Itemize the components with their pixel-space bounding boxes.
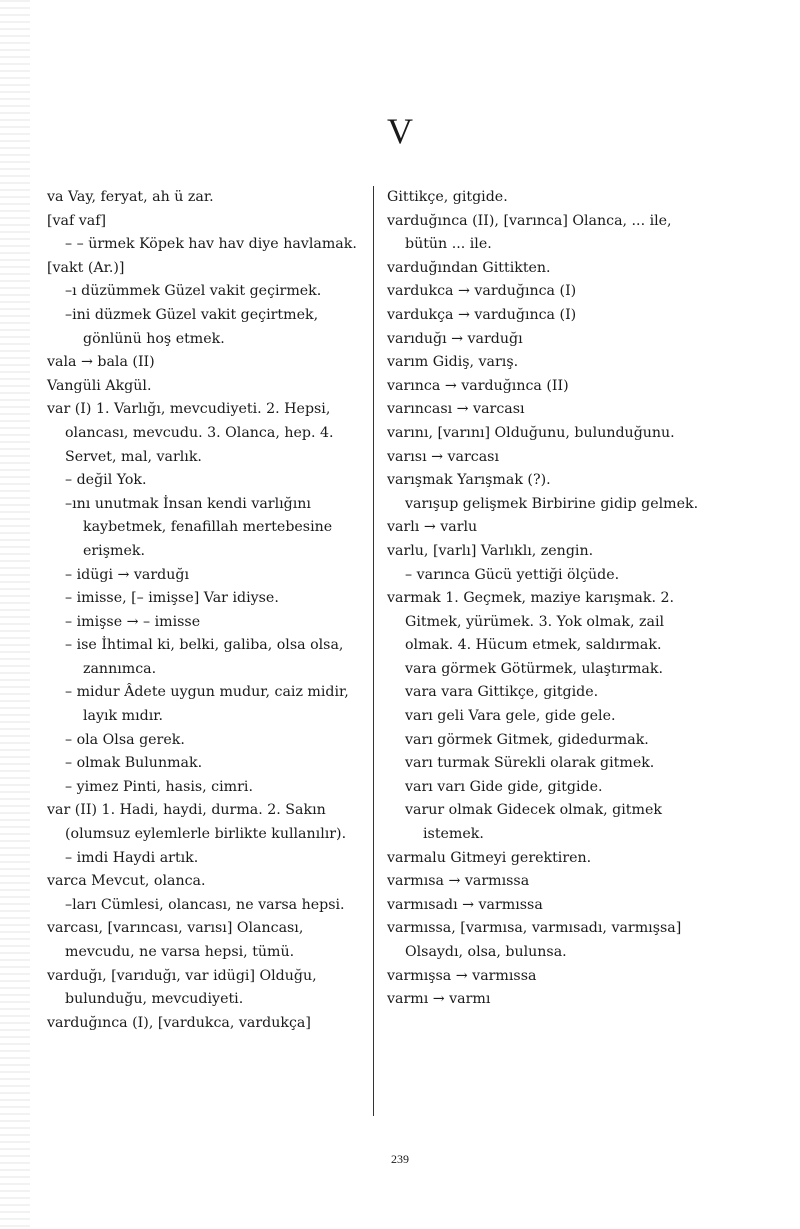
dictionary-entry: varınca → varduğınca (II) [387, 377, 569, 394]
dictionary-entry: [vakt (Ar.)] [47, 259, 125, 276]
dictionary-subentry: – değil Yok. [65, 472, 147, 489]
dictionary-subentry: varı görmek Gitmek, gidedurmak. [405, 731, 649, 748]
dictionary-entry: va Vay, feryat, ah ü zar. [47, 189, 214, 205]
left-column [47, 186, 363, 1035]
dictionary-entry: varduğınca (I), [vardukca, vardukça] [47, 1014, 311, 1031]
dictionary-entry: varmıssa, [varmısa, varmısadı, varmışsa] Olsaydı, olsa, bulunsa. [387, 920, 682, 960]
dictionary-entry: varıncası → varcası [387, 401, 525, 418]
dictionary-entry: varım Gidiş, varış. [387, 354, 519, 371]
section-letter-heading: V [387, 111, 413, 151]
dictionary-entry: var (I) 1. Varlığı, mevcudiyeti. 2. Hepsi, olancası, mevcudu. 3. Olanca, hep. 4. Servet, mal, varlık. [47, 401, 334, 465]
dictionary-entry: varısı → varcası [387, 448, 499, 465]
dictionary-subentry: – ise İhtimal ki, belki, galiba, olsa olsa, zannımca. [65, 637, 344, 677]
dictionary-entry: varmak 1. Geçmek, maziye karışmak. 2. Gitmek, yürümek. 3. Yok olmak, zail olmak. 4. Hücum etmek, saldırmak. [387, 590, 675, 654]
dictionary-entry: var (II) 1. Hadi, haydi, durma. 2. Sakın (olumsuz eylemlerle birlikte kullanılır). [47, 802, 347, 843]
dictionary-entry: varını, [varını] Olduğunu, bulunduğunu. [387, 424, 675, 441]
column-divider [373, 186, 374, 1116]
dictionary-entry: varmısadı → varmıssa [387, 896, 543, 913]
dictionary-entry: Vangüli Akgül. [47, 377, 152, 394]
dictionary-entry: varduğınca (II), [varınca] Olanca, ... ile, bütün ... ile. [387, 212, 672, 253]
dictionary-subentry: –ları Cümlesi, olancası, ne varsa hepsi. [65, 896, 345, 913]
dictionary-subentry: – ola Olsa gerek. [65, 731, 185, 748]
page-number: 239 [391, 1152, 409, 1166]
dictionary-entry: varlu, [varlı] Varlıklı, zengin. [387, 542, 594, 559]
dictionary-entry: vardukca → varduğınca (I) [387, 283, 577, 300]
dictionary-entry: varmı → varmı [387, 991, 491, 1008]
page-edge-shadow [0, 0, 30, 1229]
dictionary-entry: varca Mevcut, olanca. [47, 873, 206, 890]
dictionary-entry: varmışsa → varmıssa [387, 967, 537, 984]
dictionary-entry: vardukça → varduğınca (I) [387, 306, 577, 323]
dictionary-subentry: – midur Âdete uygun mudur, caiz midir, layık mıdır. [65, 684, 349, 725]
dictionary-subentry: –ı düzümmek Güzel vakit geçirmek. [65, 283, 322, 300]
dictionary-entry: varıduğı → varduğı [387, 330, 523, 347]
dictionary-subentry: varı geli Vara gele, gide gele. [405, 708, 616, 725]
dictionary-subentry: –ını unutmak İnsan kendi varlığını kaybetmek, fenafillah mertebesine erişmek. [65, 495, 333, 559]
dictionary-subentry: – imisse, [– imişse] Var idiyse. [65, 590, 279, 607]
dictionary-subentry: – varınca Gücü yettiği ölçüde. [405, 566, 620, 583]
dictionary-entry: [vaf vaf] [47, 212, 107, 229]
dictionary-entry: varcası, [varıncası, varısı] Olancası, mevcudu, ne varsa hepsi, tümü. [47, 920, 304, 960]
dictionary-entry: varmalu Gitmeyi gerektiren. [387, 849, 592, 866]
dictionary-entry: varlı → varlu [387, 519, 478, 536]
dictionary-subentry: varı varı Gide gide, gitgide. [405, 778, 603, 795]
dictionary-subentry: vara görmek Götürmek, ulaştırmak. [405, 660, 664, 677]
dictionary-subentry: varur olmak Gidecek olmak, gitmek istemek. [405, 802, 662, 843]
dictionary-subentry: – imdi Haydi artık. [65, 849, 199, 866]
dictionary-entry: varışmak Yarışmak (?). [387, 472, 551, 489]
dictionary-subentry: – olmak Bulunmak. [65, 755, 203, 772]
dictionary-subentry: – idügi → varduğı [65, 566, 189, 583]
right-column [387, 186, 713, 1012]
dictionary-subentry: –ini düzmek Güzel vakit geçirtmek, gönlünü hoş etmek. [65, 306, 319, 347]
dictionary-subentry: – yimez Pinti, hasis, cimri. [65, 778, 253, 795]
dictionary-subentry: varı turmak Sürekli olarak gitmek. [405, 755, 655, 772]
dictionary-subentry: vara vara Gittikçe, gitgide. [405, 684, 599, 701]
dictionary-entry: varmısa → varmıssa [387, 873, 530, 890]
dictionary-subentry: – imişse → – imisse [65, 613, 201, 630]
dictionary-subentry: – – ürmek Köpek hav hav diye havlamak. [65, 236, 357, 253]
dictionary-entry: varduğı, [varıduğı, var idügi] Olduğu, bulunduğu, mevcudiyeti. [47, 967, 317, 1008]
dictionary-entry: varduğından Gittikten. [387, 259, 551, 276]
dictionary-subentry: varışup gelişmek Birbirine gidip gelmek. [405, 495, 699, 512]
dictionary-entry: Gittikçe, gitgide. [387, 189, 508, 205]
dictionary-entry: vala → bala (II) [47, 354, 155, 371]
